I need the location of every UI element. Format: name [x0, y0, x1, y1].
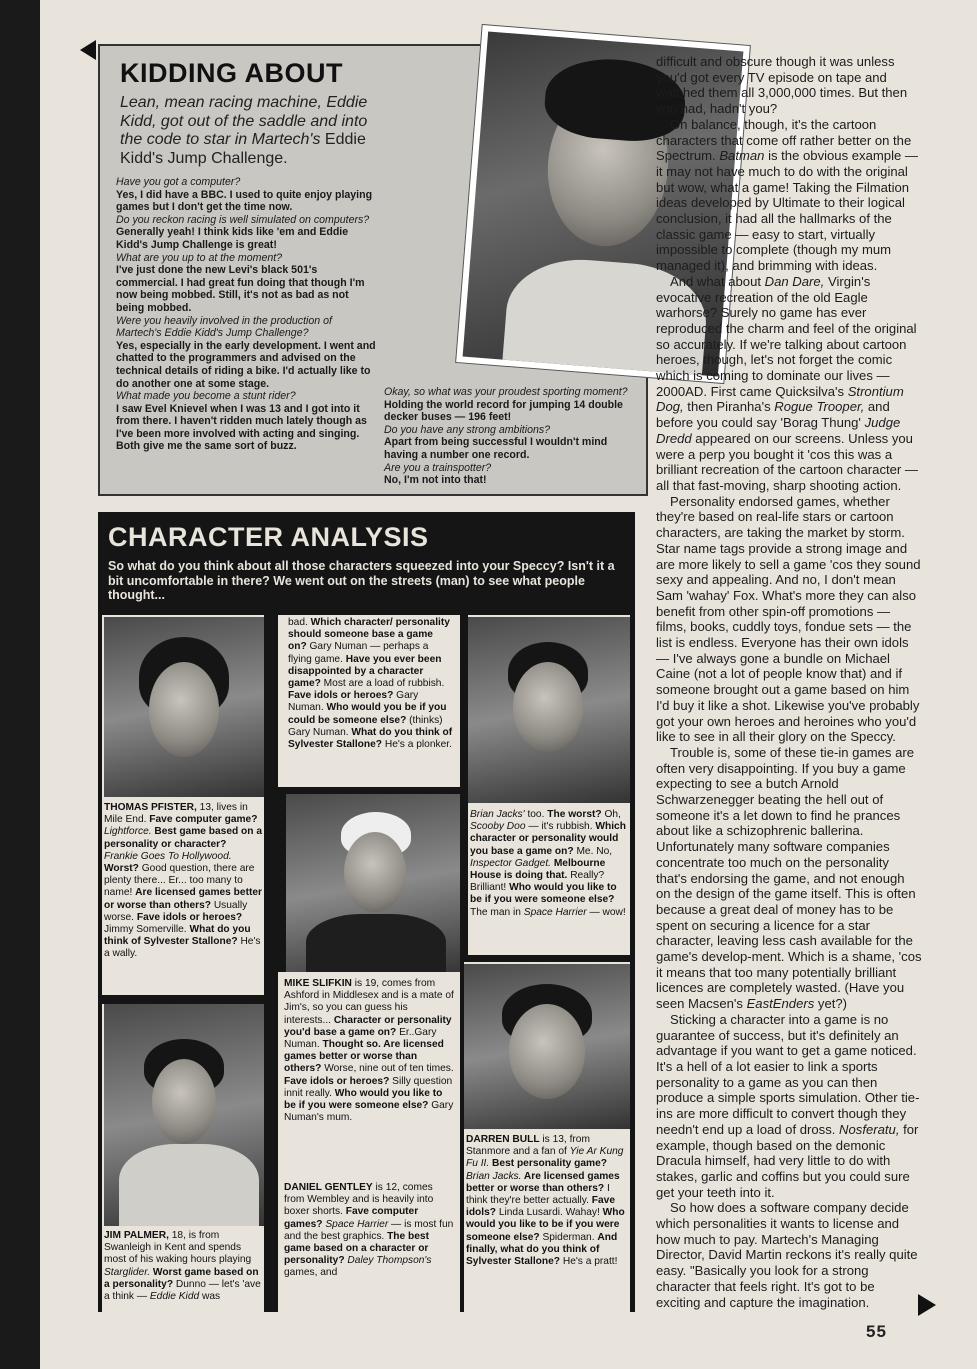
interview-answer: Holding the world record for jumping 14 double decker buses — 196 feet!	[384, 398, 623, 424]
mike-daniel-panel	[278, 972, 460, 1312]
interview-qa-right	[384, 386, 639, 487]
interview-question: Okay, so what was your proudest sporting moment?	[384, 386, 628, 398]
character-analysis-intro: So what do you think about all those characters squeezed into your Speccy? Isn't it a bit uncomfortable in there? We went out on the streets (man) to see what people thought...	[108, 559, 615, 602]
article-paragraph: And what about Dan Dare, Virgin's evocative recreation of the old Eagle warhorse? Surely no game has ever reproduced the charm and feel of the original so accurately. If we're talking about cartoon heroes, though, let's not forget the comic which is coming to dominate our lives — 2000AD. First came Quicksilva's Strontium Dog, then Piranha's Rogue Trooper, and before you could say 'Borag Thung' Judge Dredd appeared on our screens. Unless you were a perp you bought it 'cos this was a brilliant recreation of the cartoon character — all that fast-moving, sharp shooting action.	[656, 273, 919, 493]
darren-photo	[464, 964, 630, 1129]
interview-qa-left	[116, 176, 378, 453]
kidding-about-title: KIDDING ABOUT	[120, 58, 343, 88]
daniel-photo-panel	[468, 615, 630, 955]
thomas-photo	[104, 617, 264, 797]
interview-question: Do you reckon racing is well simulated on computers?	[116, 213, 370, 226]
interview-answer: I saw Evel Knievel when I was 13 and I got into it from there. I haven't ridden much lately though as I've been more involved with acting and singing. Both give me the same sort of buzz.	[116, 402, 367, 453]
interview-answer: I've just done the new Levi's black 501's commercial. I had great fun doing that though I'm now being mobbed. Still, it's not as bad as not being mobbed.	[116, 264, 365, 314]
page-number: 55	[866, 1322, 887, 1341]
character-analysis-title: CHARACTER ANALYSIS	[108, 522, 429, 552]
thomas-panel	[102, 615, 264, 995]
daniel-photo	[468, 617, 630, 803]
darren-panel	[464, 962, 630, 1312]
interview-answer: No, I'm not into that!	[384, 474, 487, 487]
daniel-caption: DANIEL GENTLEY is 12, comes from Wembley and is heavily into boxer shorts. Fave computer games? Space Harrier — is most fun and the best graphics. The best game based on a character or personality? Daley Thompson's games, and	[284, 1182, 454, 1279]
kidding-about-intro: Lean, mean racing machine, Eddie Kidd, got out of the saddle and into the code to star in Martech's Eddie Kidd's Jump Challenge.	[120, 94, 368, 167]
interview-question: Were you heavily involved in the production of Martech's Eddie Kidd's Jump Challenge?	[116, 314, 332, 340]
interview-question: What are you up to at the moment?	[116, 251, 283, 264]
darren-caption: DARREN BULL is 13, from Stanmore and a fan of Yie Ar Kung Fu II. Best personality game? Brian Jacks. Are licensed games better or worse than others? I think they're better actually. Fave idols? Linda Lusardi. Wahay! Who would you like to be if you were someone else? Spiderman. And finally, what do you think of Sylvester Stallone? He's a pratt!	[466, 1134, 625, 1268]
mike-photo-panel	[286, 794, 460, 976]
interview-answer: Yes, I did have a BBC. I used to quite enjoy playing games but I don't get the time now.	[116, 188, 373, 214]
jim-caption: JIM PALMER, 18, is from Swanleigh in Kent and spends most of his waking hours playing Starglider. Worst game based on a personality? Dunno — let's 'ave a think — Eddie Kidd was	[104, 1230, 261, 1303]
article-paragraph: Sticking a character into a game is no guarantee of success, but it's definitely an advantage if you want to get a game noticed. It's a hell of a lot easier to link a sports personality to a game as you can then produce a simple sports simulation. Other tie-ins are more difficult to convert though they needn't end up a load of dross. Nosferatu, for example, though based on the demonic Dracula himself, had very little to do with stakes, garlic and coffins but you could sure get your teeth into it.	[656, 1011, 920, 1200]
mike-caption: MIKE SLIFKIN is 19, comes from Ashford in Middlesex and is a mate of Jim's, so you can guess his interests... Character or personality you'd base a game on? Er..Gary Numan. Thought so. Are licensed games better or worse than others? Worse, nine out of ten times. Fave idols or heroes? Silly question innit really. Who would you like to be if you were someone else? Gary Numan's mum.	[284, 978, 454, 1124]
article-paragraph: On balance, though, it's the cartoon characters that come off rather better on the Spectrum. Batman is the obvious example — it may not have much to do with the original but wow, what a game! Taking the Filmation ideas developed by Ultimate to their logical conclusion, it had all the hallmarks of the classic game — easy to start, virtually impossible to complete (though my mum managed it), and brimming with ideas.	[656, 116, 919, 274]
article-paragraph: Personality endorsed games, whether they're based on real-life stars or cartoon characters, are taking the market by storm. Star name tags provide a strong image and are more likely to sell a game 'cos they sound sexy and appealing. And no, I don't mean Sam 'wahay' Fox. What's more they can also benefit from other spin-off promotions — films, books, cuddly toys, fondue sets — the list is endless. Everyone has their own idols — I've always gone a bundle on Michael Caine (not a lot of people know that) and if someone brought out a game based on him I'd buy it like a shot. Likewise you've probably got your own heroes and heroines who you'd like to see in all their glory on the Speccy.	[656, 493, 921, 745]
interview-answer: Yes, especially in the early development. I went and chatted to the programmers and advised on the technical details of riding a bike. I'd actually like to do another one at some stage.	[116, 339, 376, 390]
article-paragraph: difficult and obscure though it was unless you'd got every TV episode on tape and watched them all 3,000,000 times. But then you had, hadn't you?	[656, 54, 908, 117]
interview-question: Are you a trainspotter?	[384, 461, 492, 474]
arrow-right-icon	[918, 1294, 936, 1316]
interview-answer: Apart from being successful I wouldn't mind having a number one record.	[384, 436, 608, 461]
mike-photo	[286, 794, 460, 976]
brian-jacks-caption: Brian Jacks' too. The worst? Oh, Scooby Doo — it's rubbish. Which character or personality would you base a game on? Me. No, Inspector Gadget. Melbourne House is doing that. Really? Brilliant! Who would you like to be if you were someone else? The man in Space Harrier — wow!	[470, 809, 626, 918]
character-analysis-box	[98, 512, 635, 1312]
article-paragraph: Trouble is, some of these tie-in games are often very disappointing. If you buy a game expecting to see a butch Arnold Schwarzenegger beating the hell out of someone it's a let down to find he prances about like a schizophrenic ballerina. Unfortunately many software companies concentrate too much on the personality that's endorsing the game, and not enough on the design of the game itself. This is often because a great deal of money has to be spent on securing a licence for a star character, leaving less cash available for the game's develop-ment. Which is a shame, 'cos it means that too many potentially brilliant licences are completely wasted. (Have you seen Macsen's EastEnders yet?)	[656, 744, 922, 1012]
jim-continued-caption: bad. Which character/ personality should someone base a game on? Gary Numan — perhaps a flying game. Have you ever been disappointed by a character game? Most are a load of rubbish. Fave idols or heroes? Gary Numan. Who would you be if you could be someone else? (thinks) Gary Numan. What do you think of Sylvester Stallone? He's a plonker.	[288, 617, 453, 751]
thomas-caption: THOMAS PFISTER, 13, lives in Mile End. Fave computer game? Lightforce. Best game based on a personality or character? Frankie Goes To Hollywood. Worst? Good question, there are plenty there... Er... too many to name! Are licensed games better or worse than others? Usually worse. Fave idols or heroes? Jimmy Somerville. What do you think of Sylvester Stallone? He's a wally.	[104, 802, 262, 960]
article-paragraph: So how does a software company decide which personalities it wants to license and how much to pay. Martech's Managing Director, David Martin reckons it's really quite easy. "Basically you look for a strong character that feels right. It's got to be exciting and capture the imagination.	[656, 1200, 918, 1310]
interview-answer: Generally yeah! I think kids like 'em and Eddie Kidd's Jump Challenge is great!	[116, 226, 349, 251]
jim-panel	[102, 1004, 264, 1312]
jim-continued-panel	[278, 615, 460, 787]
arrow-left-icon	[80, 40, 96, 60]
jim-photo	[104, 1004, 264, 1226]
interview-question: What made you become a stunt rider?	[116, 390, 296, 403]
article-column	[656, 54, 922, 1310]
interview-question: Have you got a computer?	[116, 176, 241, 188]
interview-question: Do you have any strong ambitions?	[384, 423, 551, 436]
